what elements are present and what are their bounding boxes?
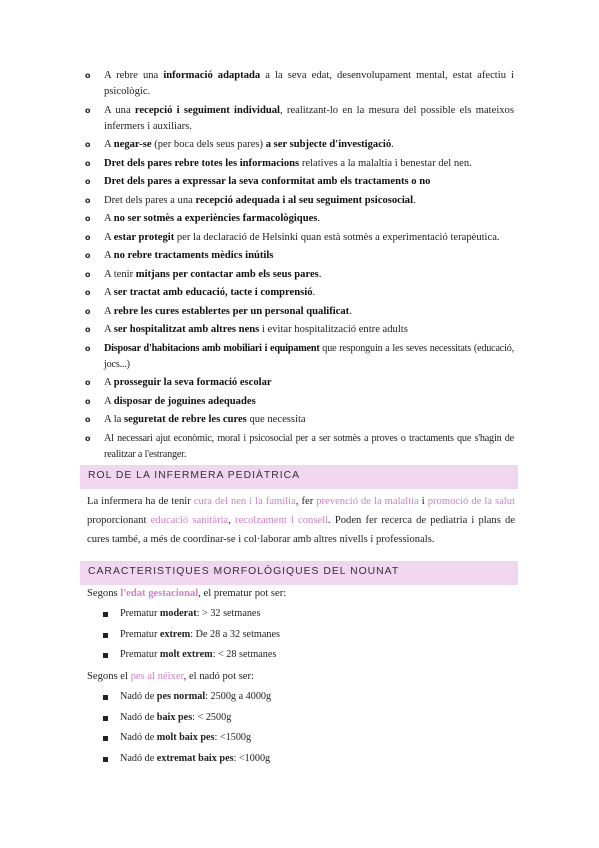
list-item <box>85 211 514 227</box>
text-run: (per boca dels seus pares) <box>151 139 266 150</box>
bold-term: a ser subjecte d'investigació <box>265 139 392 150</box>
highlight-term: pes al néixer <box>130 671 184 682</box>
text-run: A <box>104 139 114 150</box>
text-run: : <1000g <box>233 752 271 764</box>
hollow-circle-bullet-icon: o <box>85 177 91 186</box>
text-run: A <box>104 377 114 388</box>
hollow-circle-bullet-icon: o <box>85 306 91 316</box>
list-item <box>103 625 483 646</box>
text-run: A la <box>104 414 125 425</box>
list-item <box>85 68 514 100</box>
bold-term: no ser sotmès a experiències farmacològiques <box>113 213 318 224</box>
bold-term: rebre les cures establertes per un personal qualificat <box>113 305 350 317</box>
text-run: Nadó de <box>120 752 157 764</box>
text-run: a la seva edat, desenvolupament mental, estat afectiu i psicològic. <box>104 70 514 97</box>
section-heading-rol <box>80 465 518 489</box>
list-item <box>103 687 483 708</box>
patient-rights-list <box>85 68 514 465</box>
text-run: . Poden fer recerca de pediatria i plans de cures també, a més de coordinar-se i col·laborar amb altres nivells i professionals. <box>87 515 515 545</box>
hollow-circle-bullet-icon: o <box>85 415 91 424</box>
text-run: : 2500g a 4000g <box>205 691 272 702</box>
list-item <box>85 412 514 428</box>
text-run: : < 2500g <box>192 711 232 723</box>
text-run: Prematur <box>120 628 160 640</box>
bold-term: mitjans per contactar amb els seus pares <box>135 268 319 280</box>
list-item <box>85 394 514 410</box>
text-run: Nadó de <box>120 691 157 702</box>
bold-term: ser tractat amb educació, tacte i comprensió <box>113 287 313 298</box>
bold-term: negar-se <box>113 139 152 150</box>
text-run: A rebre una <box>104 70 164 81</box>
text-run: , el prematur pot ser: <box>198 588 287 599</box>
list-item <box>85 193 514 209</box>
bold-term: Dret dels pares a expressar la seva conformitat amb els tractaments o no <box>104 176 431 187</box>
list-item <box>103 749 483 770</box>
bold-term: recepció adequada i al seu seguiment psicosocial <box>195 194 414 206</box>
section-heading-text: CARACTERISTIQUES MORFOLÒGIQUES DEL NOUNAT <box>88 566 400 577</box>
list-item <box>85 285 514 301</box>
text-run: Nadó de <box>120 732 157 743</box>
hollow-circle-bullet-icon: o <box>85 105 91 115</box>
text-run: Prematur <box>120 649 160 660</box>
highlight-term: promoció de la salut <box>427 496 515 507</box>
text-run: que responguin a les seves necessitats (educació, jocs...) <box>104 342 514 370</box>
hollow-circle-bullet-icon: o <box>85 158 91 168</box>
list-item <box>85 174 514 190</box>
hollow-circle-bullet-icon: o <box>85 195 91 205</box>
hollow-circle-bullet-icon: o <box>85 140 91 149</box>
section-heading-text: ROL DE LA INFERMERA PEDIÀTRICA <box>88 470 301 481</box>
hollow-circle-bullet-icon: o <box>85 325 91 334</box>
bold-term: no rebre tractaments mèdics inútils <box>113 250 274 261</box>
hollow-circle-bullet-icon: o <box>85 288 91 297</box>
list-item <box>85 267 514 283</box>
text-run: : De 28 a 32 setmanes <box>190 628 280 640</box>
square-bullet-icon <box>103 736 108 741</box>
list-item <box>85 248 514 264</box>
text-run: per la declaració de Helsinki quan està sotmès a experimentació terapèutica. <box>174 231 500 243</box>
list-item <box>85 431 514 463</box>
text-run: . <box>413 194 416 206</box>
bold-term: extrem <box>159 628 191 640</box>
birth-weight-intro <box>87 671 254 682</box>
highlight-term: l'edat gestacional <box>120 588 199 599</box>
text-run: A tenir <box>104 268 136 280</box>
hollow-circle-bullet-icon: o <box>85 214 91 223</box>
text-run: A <box>104 231 114 243</box>
text-run: A <box>104 250 114 261</box>
gestational-age-list <box>103 604 483 666</box>
list-item <box>85 230 514 246</box>
hollow-circle-bullet-icon: o <box>85 343 91 353</box>
text-run: A <box>104 287 114 298</box>
list-item <box>103 708 483 729</box>
text-run: Segons el <box>87 671 131 682</box>
bold-term: Dret dels pares rebre totes les informacions <box>104 157 300 169</box>
text-run: : < 28 setmanes <box>212 649 277 660</box>
section-heading-caracteristiques <box>80 561 518 585</box>
bold-term: seguretat de rebre les cures <box>124 414 247 425</box>
text-run: Nadó de <box>120 711 157 723</box>
hollow-circle-bullet-icon: o <box>85 433 91 443</box>
text-run: . <box>312 287 316 298</box>
text-run: . <box>318 268 322 280</box>
list-item <box>85 137 514 153</box>
bold-term: extremat baix pes <box>156 752 234 764</box>
list-item <box>85 304 514 320</box>
square-bullet-icon <box>103 757 108 762</box>
hollow-circle-bullet-icon: o <box>85 269 91 279</box>
square-bullet-icon <box>103 653 108 658</box>
list-item <box>103 645 483 666</box>
hollow-circle-bullet-icon: o <box>85 71 91 80</box>
list-item <box>85 375 514 391</box>
square-bullet-icon <box>103 612 108 617</box>
highlight-term: prevenció de la malaltia <box>316 496 419 507</box>
bold-term: pes normal <box>156 691 206 702</box>
bold-term: baix pes <box>156 711 193 723</box>
text-run: : > 32 setmanes <box>196 608 261 619</box>
text-run: Dret dels pares a una <box>104 194 196 206</box>
bold-term: informació adaptada <box>163 70 261 81</box>
list-item <box>85 156 514 172</box>
text-run: . <box>391 139 394 150</box>
text-run: i evitar hospitalització entre adults <box>259 324 408 335</box>
highlight-term: recolzament i consell <box>235 515 329 526</box>
list-item <box>85 322 514 338</box>
square-bullet-icon <box>103 716 108 721</box>
gestational-intro <box>87 588 286 599</box>
hollow-circle-bullet-icon: o <box>85 232 91 242</box>
bold-term: moderat <box>159 608 197 619</box>
list-item <box>103 728 483 749</box>
hollow-circle-bullet-icon: o <box>85 251 91 260</box>
text-run: Al necessari ajut econòmic, moral i psicosocial per a ser sotmès a proves o tractaments que s'hagin de realitzar a l'estranger. <box>104 432 514 460</box>
text-run: La infermera ha de tenir <box>87 496 194 507</box>
highlight-term: cura del nen i la família <box>193 496 296 507</box>
bold-term: disposar de joguines adequades <box>113 395 256 407</box>
text-run: A <box>104 213 114 224</box>
bold-term: molt extrem <box>159 649 213 660</box>
rol-paragraph <box>87 492 515 549</box>
text-run: A <box>104 395 114 407</box>
text-run: proporcionant <box>87 515 151 526</box>
text-run: , realitzant-lo en la mesura del possible els mateixos infermers i auxiliars. <box>104 104 514 132</box>
text-run: : <1500g <box>214 732 252 743</box>
text-run: A <box>104 324 114 335</box>
highlight-term: educació sanitària <box>150 515 229 526</box>
text-run: , fer <box>295 496 317 507</box>
text-run: A una <box>104 104 135 116</box>
bold-term: prosseguir la seva formació escolar <box>113 377 272 388</box>
text-run: Segons <box>87 588 121 599</box>
text-run: , <box>228 515 236 526</box>
birth-weight-list <box>103 687 483 769</box>
hollow-circle-bullet-icon: o <box>85 378 91 387</box>
text-run: que necessita <box>246 414 306 425</box>
list-item <box>103 604 483 625</box>
text-run: relatives a la malaltia i benestar del nen. <box>299 157 472 169</box>
text-run: i <box>418 496 428 507</box>
list-item <box>85 103 514 135</box>
bold-term: recepció i seguiment individual <box>134 104 280 116</box>
text-run: A <box>104 305 114 317</box>
square-bullet-icon <box>103 695 108 700</box>
bold-term: molt baix pes <box>156 732 215 743</box>
bold-term: estar protegit <box>113 231 175 243</box>
text-run: , el nadó pot ser: <box>183 671 254 682</box>
square-bullet-icon <box>103 633 108 638</box>
bold-term: Disposar d'habitacions amb mobiliari i equipament <box>104 342 320 354</box>
hollow-circle-bullet-icon: o <box>85 396 91 406</box>
list-item <box>85 341 514 373</box>
text-run: . <box>317 213 321 224</box>
text-run: . <box>349 305 352 317</box>
bold-term: ser hospitalitzat amb altres nens <box>113 324 260 335</box>
text-run: Prematur <box>120 608 160 619</box>
